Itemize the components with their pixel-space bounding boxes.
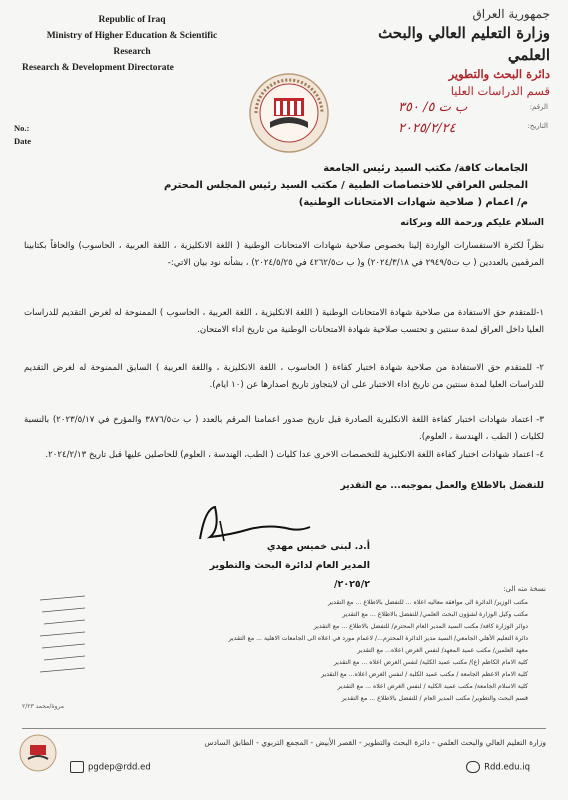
footer-website[interactable] xyxy=(466,761,530,773)
cc-item: كلية الامام الاعظم الجامعة / مكتب عميد الكلية / لنفس الغرض اعلاه... مع التقدير xyxy=(321,671,528,678)
header-directorate: Research & Development Directorate xyxy=(22,63,174,73)
cc-item: قسم البحث والتطوير/ مكتب المدير العام / للتفضل بالاطلاع ... مع التقدير xyxy=(341,695,528,702)
website-text: Rdd.edu.iq xyxy=(484,762,530,773)
letterhead-arabic xyxy=(340,6,550,100)
addressee-list xyxy=(48,160,528,211)
header-ar-country: جمهورية العراق xyxy=(472,7,550,21)
ref-value: ب ت ٥/ ٣٥٠ xyxy=(398,100,468,115)
header-country: Republic of Iraq xyxy=(98,15,166,25)
reference-number xyxy=(343,100,548,119)
cc-item: معهد العلمين/ مكتب عميد المعهد/ لنفس الغرض اعلاه... مع التقدير xyxy=(357,647,528,654)
cc-item: دائرة التعليم الأهلي الجامعي/ السيد مدير الدائرة المحترم.../ لاعمام مورد في اعلاه الى الجامعات الاهلية ... مع التقدير xyxy=(228,635,528,642)
cc-heading: نسخة منه الى: xyxy=(503,585,546,593)
cc-item: دوائر الوزارة كافة/ مكتب السيد المدير العام المحترم/ للتفضل بالاطلاع ... مع التقدير xyxy=(313,623,528,630)
header-ar-department: قسم الدراسات العليا xyxy=(450,84,550,98)
cc-item: مكتب وكيل الوزارة لشؤون البحث العلمي/ للتفضل بالاطلاع ... مع التقدير xyxy=(342,611,528,618)
addressee-line: المجلس العراقي للاختصاصات الطبية / مكتب السيد رئيس المجلس المحترم xyxy=(164,180,528,191)
email-text: pgdep@rdd.ed xyxy=(88,762,151,773)
list-item: ٢- للمتقدم حق الاستفادة من صلاحية شهادة اختبار كفاءة ( الحاسوب ، اللغة الانكليزية ، واللغة العربية ) السابق الممنوحة له لغرض التقديم للدراسات العليا لمدة سنتين من تاريخ اداء الاختبار على ان لايتجاوز تاريخ اصدارها عن (١٠ ايام). xyxy=(24,363,544,390)
signer-title: المدير العام لدائرة البحث والتطوير xyxy=(209,560,370,571)
header-ministry-cont: Research xyxy=(113,47,151,57)
list-item: ٣- اعتماد شهادات اختبار كفاءة اللغة الانكليزية الصادرة قبل تاريخ صدور اعمامنا المرقم بالعدد ( ب ت٣٨٧٦/٥ والمؤرخ في ٢٠٢٣/٥/١٧) بالنسبة لكليات ( الطب ، الهندسة ، العلوم). xyxy=(24,415,544,442)
signer-name: أ.د. لبنى خميس مهدي xyxy=(266,541,370,552)
header-ministry: Ministry of Higher Education & Scientific xyxy=(46,31,218,41)
header-ar-directorate: دائرة البحث والتطوير xyxy=(448,67,550,81)
intro-paragraph: نظراً لكثرة الاستفسارات الواردة إلينا بخصوص صلاحية شهادات الامتحانات الوطنية ( اللغة الانكليزية ، اللغة العربية ، الحاسوب) والحاقاً بكتابينا المرقمين بالعددين ( ب ت٢٩٤٩/٥ في ٢٠٢٤/٣/١٨) و( ب ت٤٢٦٢/٥ في ٢٠٢٤/٥/٢٥) ، بشأنه نود بيان الاتي:- xyxy=(24,241,544,268)
header-ar-ministry: وزارة التعليم العالي والبحث العلمي xyxy=(378,24,550,64)
no-date-labels xyxy=(14,122,31,148)
footer-logo-icon xyxy=(18,733,58,773)
list-item: ٤- اعتماد شهادات اختبار كفاءة اللغة الانكليزية للتخصصات الاخرى عدا كليات ( الطب، الهندسة ، العلوم) للحاصلين عليها قبل تاريخ ٢٠٢٤/٢/١٣. xyxy=(45,450,544,460)
cc-item: مكتب الوزير/ الدائرة الى موافقة معاليه اعلاه ... للتفضل بالاطلاع ... مع التقدير xyxy=(327,599,528,606)
typist-reference: مروة/محمد ٢/٢٣ xyxy=(22,703,64,710)
footer-address: وزارة التعليم العالي والبحث العلمي - دائرة البحث والتطوير - القصر الأبيض - المجمع التربوي - الطابق السادس xyxy=(204,738,546,747)
ref-date-value: ٢٠٢٥/٢/٢٤ xyxy=(398,121,456,136)
subject-line: م/ اعمام ( صلاحية شهادات الامتحانات الوطنية) xyxy=(298,197,528,208)
footer-email[interactable] xyxy=(70,761,151,773)
handwritten-arrow-marks xyxy=(30,586,90,686)
ref-date-label: التاريخ: xyxy=(527,122,548,130)
no-label: No.: xyxy=(14,123,30,133)
letterhead-english xyxy=(22,12,242,76)
ref-label: الرقم: xyxy=(529,103,548,111)
globe-icon xyxy=(466,761,480,773)
email-icon xyxy=(70,761,84,773)
footer-contacts xyxy=(70,757,540,781)
closing-line: للتفضل بالاطلاع والعمل بموجبه... مع التقدير xyxy=(340,480,544,491)
cc-item: كلية الامام الكاظم (ع)/ مكتب عميد الكلية/ لنفس الغرض اعلاه ... مع التقدير xyxy=(333,659,528,666)
ministry-seal-icon xyxy=(248,72,330,154)
signature-date: ٢٠٢٥/٢/ xyxy=(334,579,370,590)
date-label: Date xyxy=(14,136,31,146)
reference-date xyxy=(343,122,548,138)
footer-divider xyxy=(22,728,546,729)
list-item: ١-للمتقدم حق الاستفادة من صلاحية شهادة الامتحانات الوطنية ( اللغة الانكليزية ، اللغة العربية ، الحاسوب ) الممنوحة له لغرض التقديم للدراسات العليا داخل العراق لمدة سنتين و تحتسب صلاحية شهادة الامتحانات الوطنية من تاريخ اداء الامتحان. xyxy=(24,308,544,335)
greeting: السلام عليكم ورحمة الله وبركاته xyxy=(400,218,544,228)
addressee-line: الجامعات كافة/ مكتب السيد رئيس الجامعة xyxy=(323,163,528,174)
cc-item: كلية الاسلام الجامعة/ مكتب عميد الكلية / لنفس الغرض اعلاه ... مع التقدير xyxy=(337,683,528,690)
